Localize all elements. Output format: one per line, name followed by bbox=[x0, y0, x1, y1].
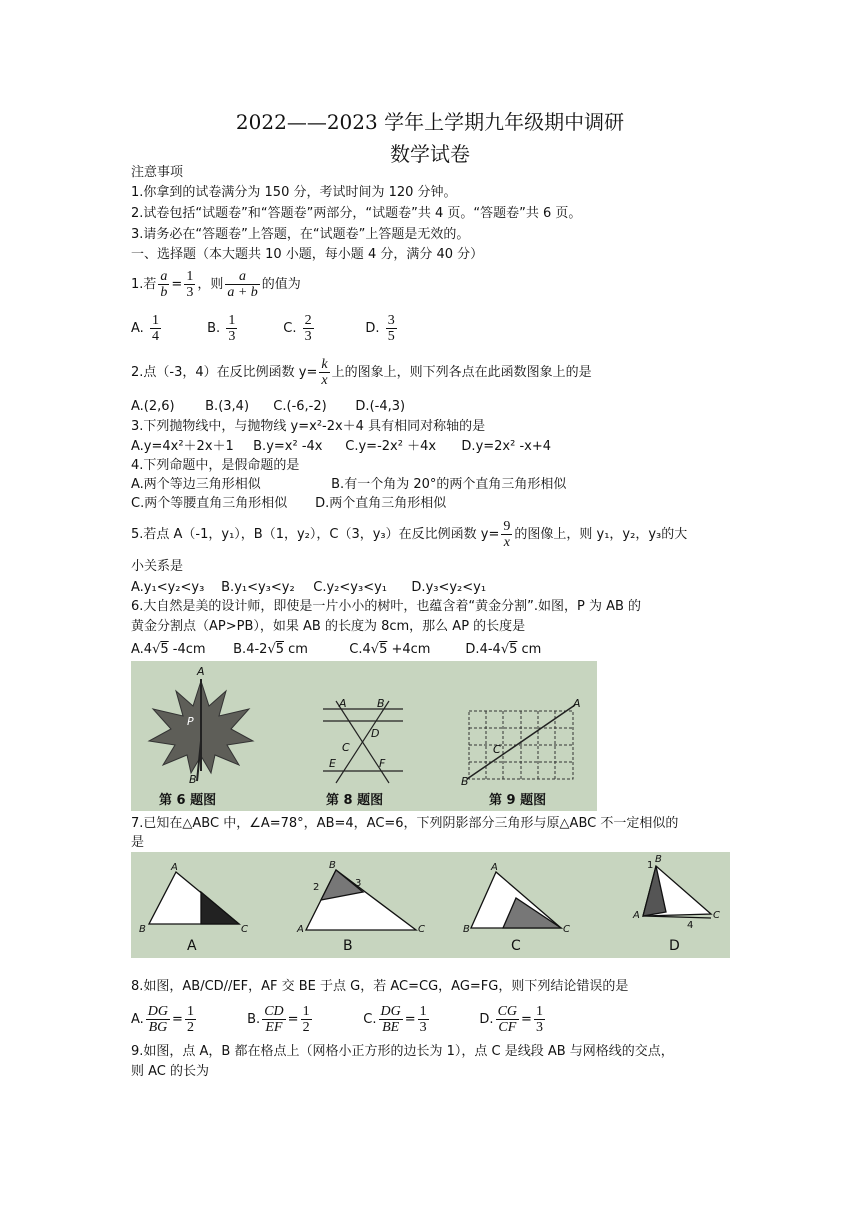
notice-item: 2.试卷包括“试题卷”和“答题卷”两部分，“试题卷”共 4 页。“答题卷”共 6 页。 bbox=[131, 206, 582, 221]
option-text: -4cm bbox=[168, 642, 206, 657]
q5-prefix: 5.若点 A（-1，y₁），B（1，y₂），C（3，y₃）在反比例函数 y= bbox=[131, 527, 500, 542]
option-text: B.4-2 bbox=[233, 642, 268, 657]
point-label: C bbox=[493, 743, 501, 756]
question-9: 9.如图，点 A，B 都在格点上（网格小正方形的边长为 1），点 C 是线段 AB 与网格线的交点， bbox=[131, 1044, 674, 1059]
option-b[interactable] bbox=[207, 312, 279, 346]
numerator: 2 bbox=[304, 313, 312, 328]
option-text: +4cm bbox=[387, 642, 431, 657]
option-c[interactable]: C. $\frac{DG}{BE}$ = $\frac{1}{3}$ bbox=[363, 1004, 427, 1035]
option-label: D. bbox=[365, 321, 380, 336]
sqrt-symbol: √ bbox=[267, 642, 276, 657]
fraction bbox=[150, 313, 161, 344]
denominator: 3 bbox=[186, 285, 194, 300]
section-heading: 一、选择题（本大题共 10 小题，每小题 4 分，满分 40 分） bbox=[131, 247, 484, 262]
q1-suffix: 的值为 bbox=[261, 277, 301, 292]
option-c[interactable]: C.两个等腰直角三角形相似 bbox=[131, 496, 288, 511]
option-d[interactable] bbox=[465, 641, 541, 659]
option-label: B. bbox=[247, 1012, 261, 1027]
point-label: P bbox=[187, 715, 194, 728]
point-label: A bbox=[633, 910, 640, 921]
denominator: EF bbox=[265, 1020, 283, 1035]
q6-options bbox=[131, 641, 541, 659]
option-label: A. bbox=[131, 1012, 144, 1027]
figure-caption: 第 9 题图 bbox=[489, 793, 547, 808]
point-label: B bbox=[329, 860, 336, 871]
numerator: DG bbox=[380, 1004, 401, 1019]
option-d[interactable]: D.(-4,3) bbox=[355, 399, 406, 414]
point-label: A bbox=[573, 697, 581, 710]
fraction bbox=[418, 1004, 429, 1035]
radicand: 5 bbox=[379, 642, 388, 657]
option-b[interactable]: B.有一个角为 20°的两个直角三角形相似 bbox=[331, 477, 567, 492]
figure-option-label: A bbox=[187, 938, 197, 954]
parallel-lines-figure bbox=[323, 701, 403, 783]
point-label: B bbox=[463, 924, 470, 935]
question-5 bbox=[131, 518, 687, 552]
q5-options bbox=[131, 579, 486, 597]
point-label: B bbox=[461, 775, 469, 788]
denominator: a + b bbox=[227, 285, 258, 300]
numerator: 1 bbox=[228, 313, 236, 328]
option-b[interactable]: B.(3,4) bbox=[205, 399, 250, 414]
sqrt-symbol: √ bbox=[370, 642, 380, 657]
denominator: 3 bbox=[419, 1020, 427, 1035]
option-b[interactable] bbox=[233, 641, 345, 659]
notice-item: 1.你拿到的试卷满分为 150 分，考试时间为 120 分钟。 bbox=[131, 185, 457, 200]
radicand: 5 bbox=[509, 642, 518, 657]
denominator: 2 bbox=[186, 1020, 194, 1035]
sqrt-symbol: √ bbox=[500, 642, 510, 657]
question-1: 1.若 $\frac{a}{b}$ = $\frac{1}{3}$ ，则 $\frac{a}{a + b}$ 的值为 bbox=[131, 269, 301, 300]
option-a[interactable]: A.y=4x²＋2x＋1 bbox=[131, 439, 234, 454]
q8-options bbox=[131, 1000, 547, 1040]
numerator: 1 bbox=[302, 1004, 310, 1019]
figure-strip-6-8-9 bbox=[131, 661, 597, 811]
point-label: A bbox=[297, 924, 304, 935]
exam-subtitle: 数学试卷 bbox=[390, 142, 470, 166]
fraction bbox=[226, 313, 237, 344]
question-9-line2: 则 AC 的长为 bbox=[131, 1064, 210, 1079]
numerator: 3 bbox=[387, 313, 395, 328]
numerator: 1 bbox=[151, 313, 159, 328]
denominator: x bbox=[321, 373, 328, 388]
option-b[interactable]: B. $\frac{CD}{EF}$ = $\frac{1}{2}$ bbox=[247, 1004, 310, 1035]
numerator: 9 bbox=[503, 519, 511, 534]
option-text: cm bbox=[517, 642, 542, 657]
q2-options bbox=[131, 398, 405, 416]
denominator: 2 bbox=[302, 1020, 310, 1035]
exam-title: 2022——2023 学年上学期九年级期中调研 bbox=[235, 110, 625, 134]
question-3: 3.下列抛物线中，与抛物线 y=x²-2x＋4 具有相同对称轴的是 bbox=[131, 419, 486, 434]
denominator: 3 bbox=[228, 329, 236, 344]
option-text: D.4-4 bbox=[465, 642, 501, 657]
notice-item: 3.请务必在“答题卷”上答题，在“试题卷”上答题是无效的。 bbox=[131, 227, 470, 242]
figure-option-label: B bbox=[343, 938, 353, 954]
fraction bbox=[319, 357, 329, 388]
option-a[interactable] bbox=[131, 641, 229, 659]
point-label: 4 bbox=[687, 920, 694, 931]
option-label: B. bbox=[207, 321, 221, 336]
option-a[interactable]: A.两个等边三角形相似 bbox=[131, 477, 261, 492]
question-4: 4.下列命题中，是假命题的是 bbox=[131, 458, 300, 473]
fraction bbox=[262, 1004, 285, 1035]
option-c[interactable] bbox=[283, 312, 361, 346]
point-label: B bbox=[139, 924, 146, 935]
q5-line2: 小关系是 bbox=[131, 559, 184, 574]
question-7: 7.已知在△ABC 中，∠A=78°，AB=4，AC=6，下列阴影部分三角形与原△ABC 不一定相似的 bbox=[131, 816, 679, 831]
numerator: CD bbox=[264, 1004, 284, 1019]
denominator: b bbox=[160, 285, 168, 300]
point-label: C bbox=[563, 924, 570, 935]
point-label: C bbox=[418, 924, 425, 935]
fraction bbox=[225, 269, 259, 300]
q1-options bbox=[131, 312, 399, 346]
numerator: 1 bbox=[419, 1004, 427, 1019]
denominator: 3 bbox=[304, 329, 312, 344]
fraction bbox=[184, 269, 195, 300]
figure-option-label: C bbox=[511, 938, 521, 954]
q3-options bbox=[131, 438, 551, 456]
option-label: C. bbox=[363, 1012, 377, 1027]
option-label: A. bbox=[131, 321, 144, 336]
figure-caption: 第 6 题图 bbox=[159, 793, 217, 808]
point-label: 1 bbox=[647, 860, 654, 871]
option-a[interactable]: A.y₁<y₂<y₃ bbox=[131, 580, 205, 595]
grid-figure bbox=[469, 711, 573, 779]
denominator: CF bbox=[498, 1020, 517, 1035]
denominator: 3 bbox=[535, 1020, 543, 1035]
point-label: C bbox=[713, 910, 720, 921]
option-c[interactable]: C.y=-2x² ＋4x bbox=[345, 439, 437, 454]
point-label: D bbox=[371, 727, 380, 740]
point-label: B bbox=[655, 854, 662, 865]
q2-suffix: 上的图象上，则下列各点在此函数图象上的是 bbox=[331, 365, 592, 380]
triangle-figures bbox=[131, 852, 730, 958]
fraction bbox=[158, 269, 169, 300]
option-a[interactable]: A.(2,6) bbox=[131, 399, 175, 414]
option-text: A.4 bbox=[131, 642, 153, 657]
option-text: cm bbox=[284, 642, 308, 657]
fraction bbox=[386, 313, 397, 344]
numerator: k bbox=[321, 357, 328, 372]
q5-suffix: 的图像上，则 y₁，y₂，y₃的大 bbox=[514, 527, 688, 542]
point-label: E bbox=[329, 757, 336, 770]
question-2 bbox=[131, 356, 592, 390]
numerator: DG bbox=[147, 1004, 169, 1019]
point-label: A bbox=[491, 862, 498, 873]
point-label: A bbox=[339, 697, 347, 710]
denominator: 5 bbox=[387, 329, 395, 344]
option-label: D. bbox=[479, 1012, 494, 1027]
numerator: 1 bbox=[535, 1004, 543, 1019]
numerator: a bbox=[160, 269, 168, 284]
denominator: BG bbox=[148, 1020, 168, 1035]
question-6-line2: 黄金分割点（AP>PB），如果 AB 的长度为 8cm，那么 AP 的长度是 bbox=[131, 619, 526, 634]
option-c[interactable]: C.y₂<y₃<y₁ bbox=[313, 580, 387, 595]
numerator: a bbox=[225, 269, 259, 285]
point-label: A bbox=[171, 862, 178, 873]
option-b[interactable]: B.y₁<y₃<y₂ bbox=[221, 580, 295, 595]
point-label: A bbox=[197, 665, 205, 678]
option-c[interactable]: C.(-6,-2) bbox=[273, 399, 327, 414]
option-d[interactable]: D.y=2x² -x+4 bbox=[461, 439, 552, 454]
sqrt-symbol: √ bbox=[152, 642, 161, 657]
question-6: 6.大自然是美的设计师，即使是一片小小的树叶，也蕴含着“黄金分割”.如图，P 为 AB 的 bbox=[131, 599, 642, 614]
figure-caption: 第 8 题图 bbox=[326, 793, 384, 808]
option-a[interactable] bbox=[131, 312, 203, 346]
q1-prefix: 1.若 bbox=[131, 277, 157, 292]
leaf-figure bbox=[149, 679, 253, 781]
numerator: 1 bbox=[186, 1004, 194, 1019]
fraction bbox=[379, 1004, 403, 1035]
option-d[interactable]: D.y₃<y₂<y₁ bbox=[411, 580, 487, 595]
option-a[interactable]: A. $\frac{DG}{BG}$ = $\frac{1}{2}$ bbox=[131, 1004, 194, 1035]
point-label: B bbox=[377, 697, 385, 710]
option-text: C.4 bbox=[349, 642, 371, 657]
fraction bbox=[303, 313, 314, 344]
option-b[interactable]: B.y=x² -4x bbox=[253, 439, 323, 454]
point-label: 2 bbox=[313, 882, 320, 893]
option-d[interactable]: D.两个直角三角形相似 bbox=[315, 496, 447, 511]
radicand: 5 bbox=[275, 642, 285, 657]
figure-option-label: D bbox=[669, 938, 680, 954]
option-d[interactable] bbox=[365, 312, 398, 346]
question-8: 8.如图，AB/CD//EF，AF 交 BE 于点 G，若 AC=CG，AG=FG，则下列结论错误的是 bbox=[131, 979, 629, 994]
fraction bbox=[146, 1004, 170, 1035]
fraction bbox=[501, 519, 512, 550]
point-label: F bbox=[379, 757, 386, 770]
numerator: CG bbox=[497, 1004, 518, 1019]
option-label: C. bbox=[283, 321, 297, 336]
point-label: 3 bbox=[355, 878, 362, 889]
fraction bbox=[185, 1004, 196, 1035]
q4-options bbox=[131, 495, 446, 513]
option-d[interactable]: D. $\frac{CG}{CF}$ = $\frac{1}{3}$ bbox=[479, 1004, 543, 1035]
q2-prefix: 2.点（-3，4）在反比例函数 y= bbox=[131, 365, 318, 380]
fraction bbox=[534, 1004, 545, 1035]
fraction bbox=[496, 1004, 519, 1035]
point-label: C bbox=[342, 741, 350, 754]
numerator: 1 bbox=[186, 269, 194, 284]
radicand: 5 bbox=[160, 642, 169, 657]
point-label: C bbox=[241, 924, 248, 935]
figure-strip-q7 bbox=[131, 852, 730, 958]
fraction bbox=[301, 1004, 312, 1035]
option-c[interactable] bbox=[349, 641, 461, 659]
q4-options bbox=[131, 476, 566, 494]
denominator: BE bbox=[382, 1020, 400, 1035]
denominator: x bbox=[503, 535, 510, 550]
point-label: B bbox=[189, 773, 197, 786]
question-7-line2: 是 bbox=[131, 835, 145, 850]
denominator: 4 bbox=[151, 329, 159, 344]
q1-mid: ，则 bbox=[197, 277, 224, 292]
notice-heading: 注意事项 bbox=[131, 165, 184, 180]
